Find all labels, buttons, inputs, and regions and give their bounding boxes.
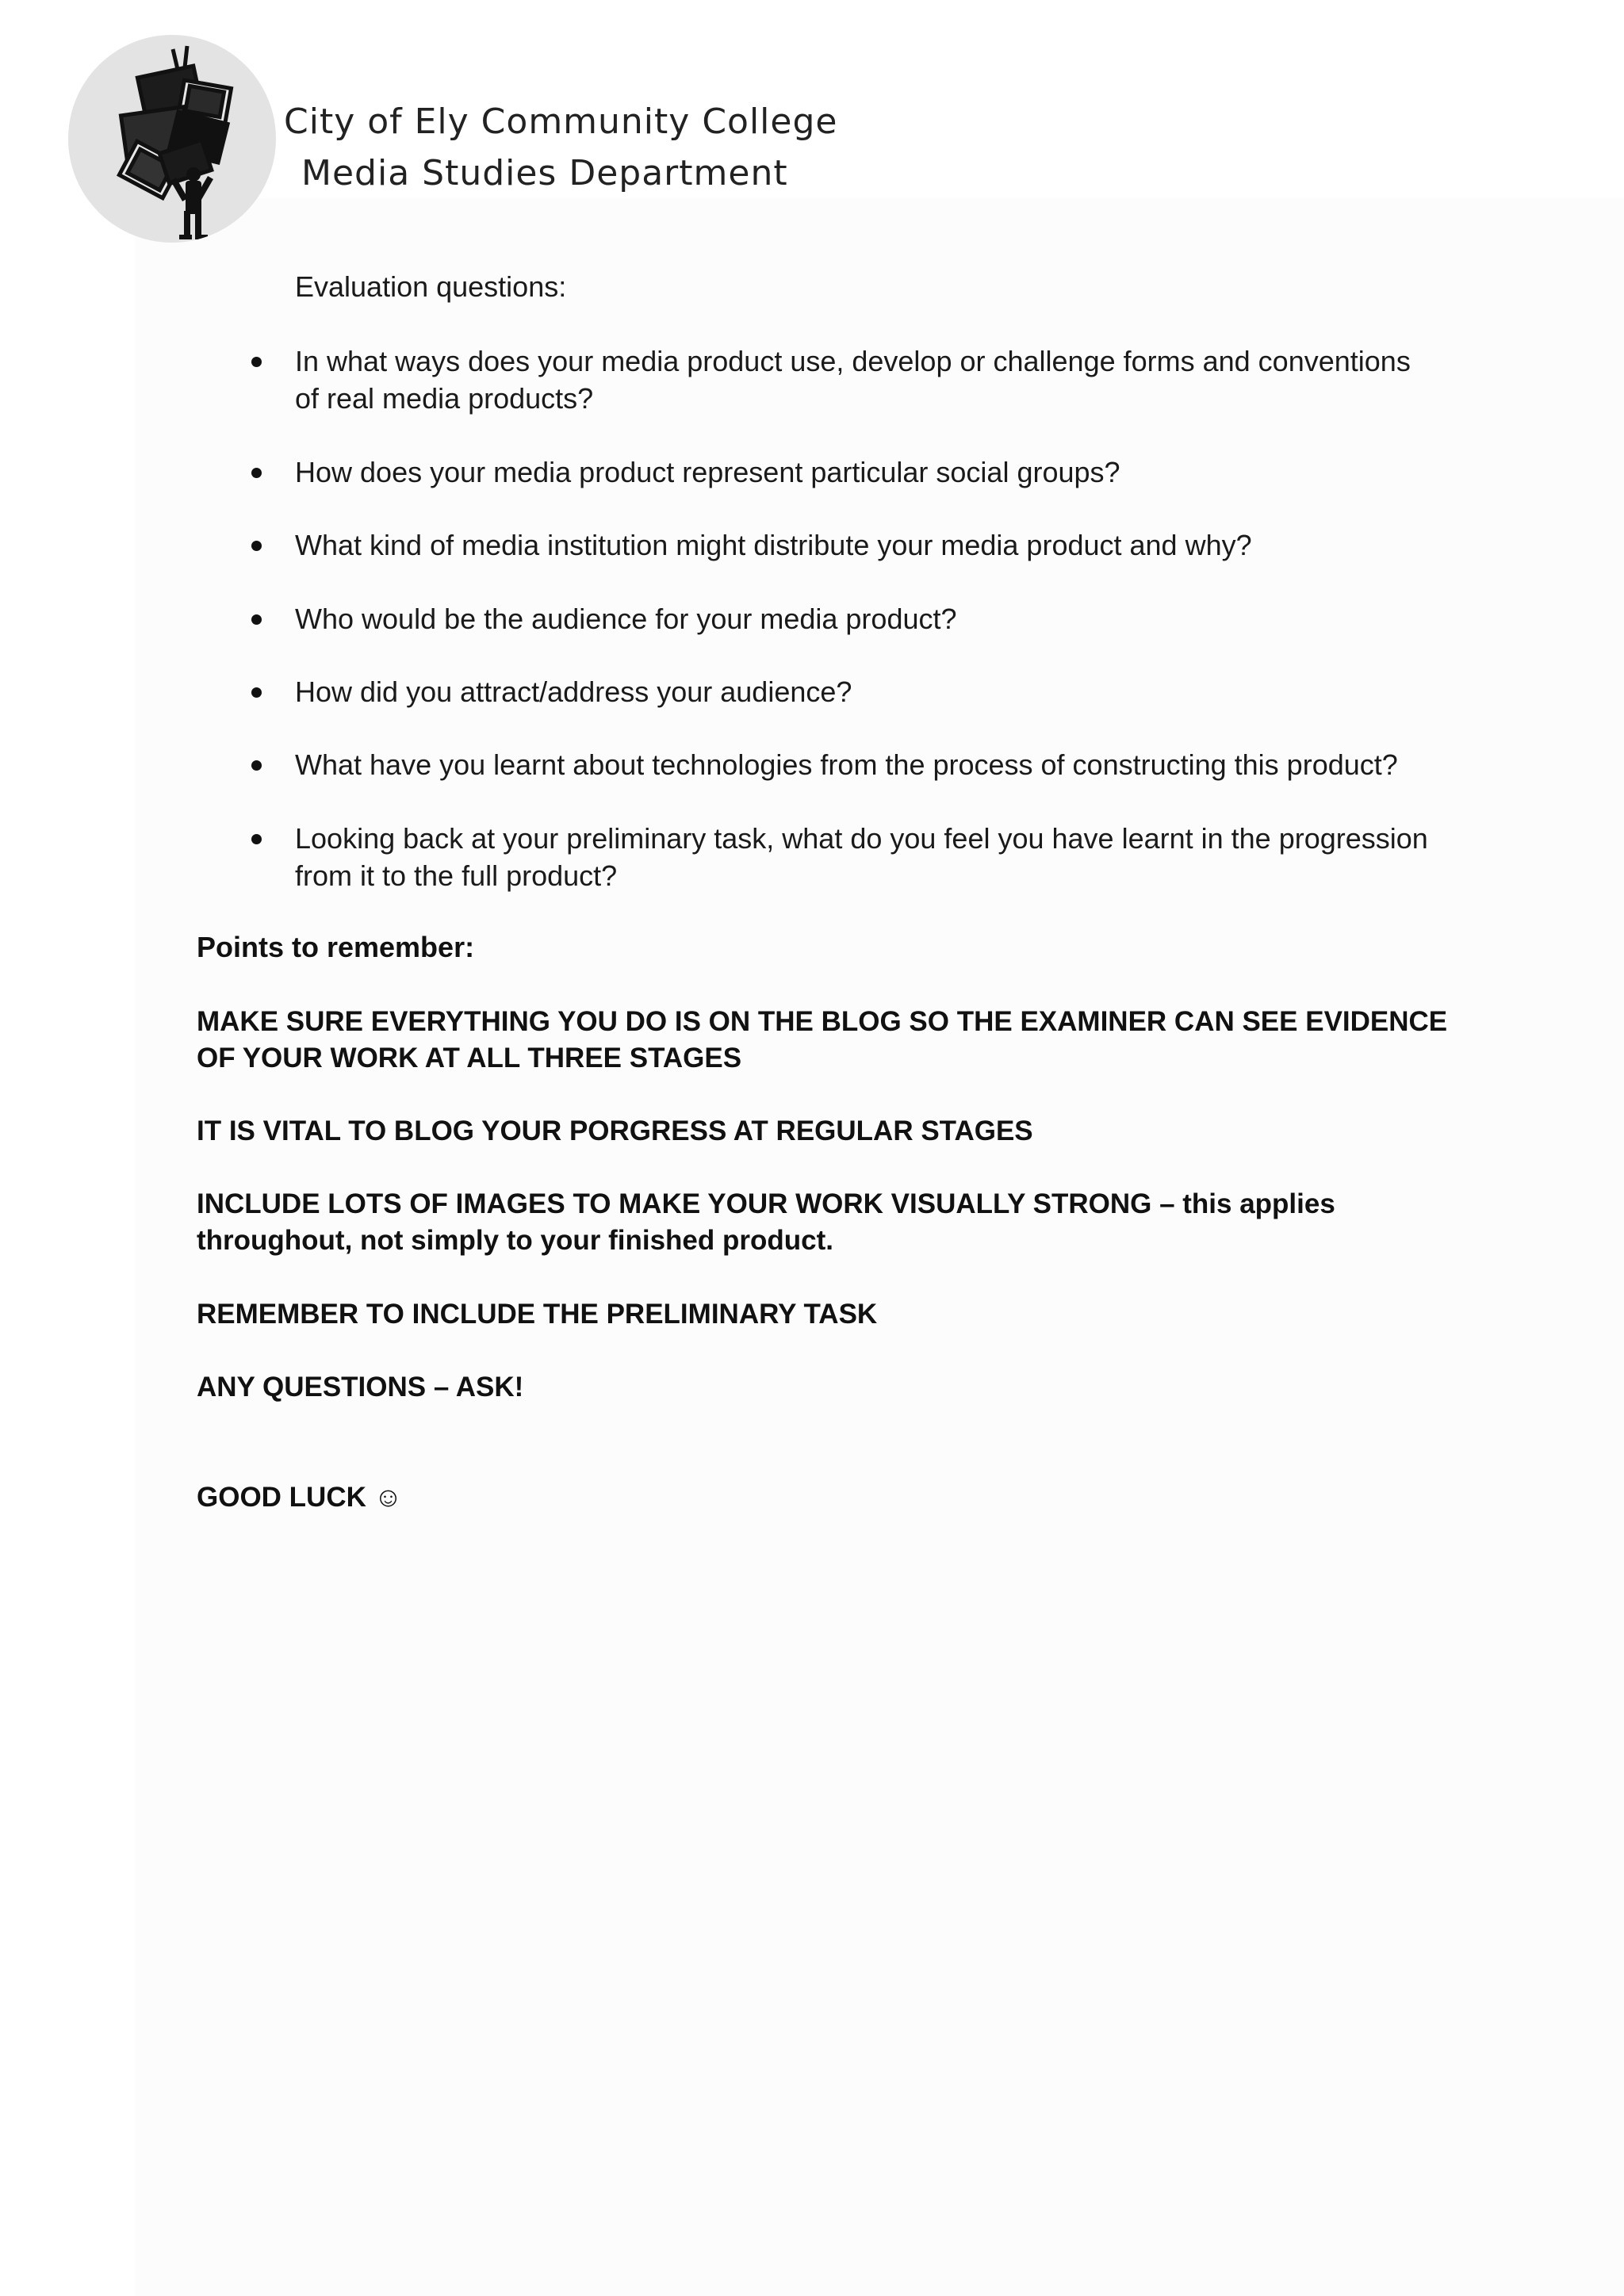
bullet-icon	[251, 834, 262, 844]
reminder-item: INCLUDE LOTS OF IMAGES TO MAKE YOUR WORK VISUALLY STRONG – this applies throughout, not simply to your finished product.	[197, 1188, 1335, 1256]
smiley-icon: ☺	[373, 1482, 403, 1513]
question-text: Looking back at your preliminary task, what do you feel you have learnt in the progression from it to the full product?	[295, 822, 1428, 892]
question-text: Who would be the audience for your media product?	[295, 603, 957, 635]
question-text: How does your media product represent particular social groups?	[295, 456, 1120, 488]
department-name: Media Studies Department	[301, 153, 788, 193]
question-text: What kind of media institution might distribute your media product and why?	[295, 529, 1252, 561]
college-name: City of Ely Community College	[284, 101, 838, 142]
evaluation-question	[295, 746, 1437, 783]
reminder-item: IT IS VITAL TO BLOG YOUR PORGRESS AT REGULAR STAGES	[197, 1115, 1033, 1146]
closing-text: GOOD LUCK	[197, 1482, 366, 1513]
bullet-icon	[251, 541, 262, 551]
bullet-icon	[251, 468, 262, 478]
reminder-item: REMEMBER TO INCLUDE THE PRELIMINARY TASK	[197, 1299, 878, 1330]
closing-line	[197, 1479, 1450, 1516]
reminder-item: ANY QUESTIONS – ASK!	[197, 1372, 524, 1402]
bullet-icon	[251, 687, 262, 698]
bullet-icon	[251, 614, 262, 625]
reminder-item: MAKE SURE EVERYTHING YOU DO IS ON THE BLOG SO THE EXAMINER CAN SEE EVIDENCE OF YOUR WORK AT ALL THREE STAGES	[197, 1006, 1448, 1073]
college-logo-icon	[68, 35, 276, 243]
question-text: What have you learnt about technologies from the process of constructing this product?	[295, 748, 1398, 781]
evaluation-question	[295, 526, 1437, 564]
evaluation-question	[295, 453, 1437, 491]
bullet-icon	[251, 357, 262, 367]
evaluation-question	[295, 820, 1437, 894]
bullet-icon	[251, 760, 262, 771]
evaluation-heading: Evaluation questions:	[295, 270, 567, 303]
evaluation-question	[295, 673, 1437, 710]
evaluation-question	[295, 342, 1437, 417]
question-text: In what ways does your media product use, develop or challenge forms and conventions of real media products?	[295, 345, 1411, 415]
question-text: How did you attract/address your audience?	[295, 675, 852, 708]
points-heading: Points to remember:	[197, 931, 475, 963]
evaluation-question	[295, 600, 1437, 637]
